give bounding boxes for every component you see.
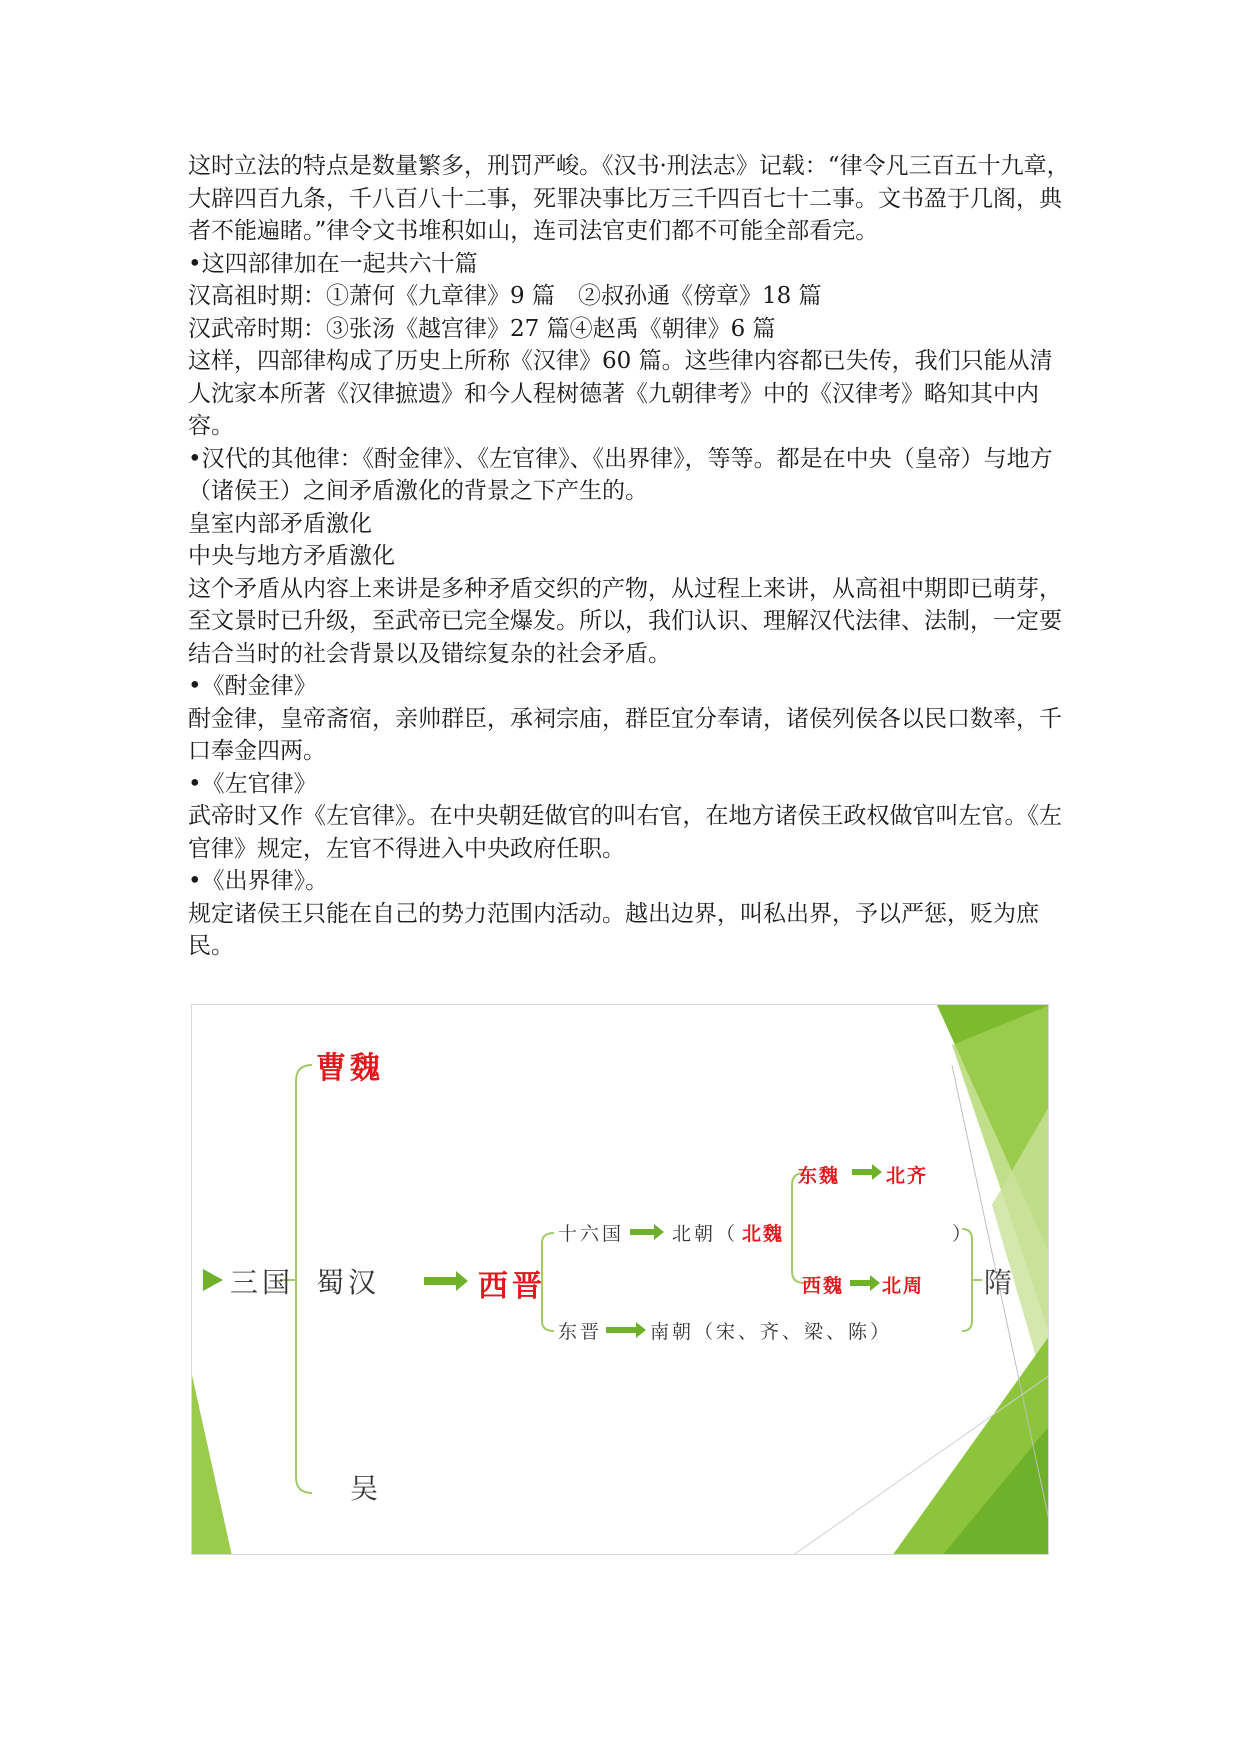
paragraph-2: •这四部律加在一起共六十篇 — [188, 250, 478, 277]
paragraph-6: •汉代的其他律：《酎金律》、《左官律》、《出界律》，等等。都是在中央（皇帝）与地方（诸侯王）之间矛盾激化的背景之下产生的。 — [188, 445, 1053, 504]
beizhou-label: 北周 — [882, 1275, 925, 1297]
paragraph-9: 这个矛盾从内容上来讲是多种矛盾交织的产物，从过程上来讲，从高祖中期即已萌芽，至文景时已升级，至武帝已完全爆发。所以，我们认识、理解汉代法律、法制，一定要结合当时的社会背景以及错综复杂的社会矛盾。 — [188, 575, 1062, 667]
shiliuguo-label: 十六国 — [558, 1223, 625, 1245]
paragraph-15: 规定诸侯王只能在自己的势力范围内活动。越出边界，叫私出界，予以严惩，贬为庶民。 — [188, 900, 1039, 959]
arrow-dongjin-nanchao — [606, 1322, 646, 1338]
caowei-label: 曹魏 — [316, 1051, 384, 1086]
wu-label: 吴 — [350, 1472, 383, 1505]
dynasty-diagram — [191, 1004, 1049, 1555]
paragraph-5: 这样，四部律构成了历史上所称《汉律》60 篇。这些律内容都已失传，我们只能从清人沈家本所著《汉律摭遗》和今人程树德著《九朝律考》中的《汉律考》略知其中内容。 — [188, 348, 1053, 439]
left-green-triangle — [192, 1375, 232, 1555]
beichao-label: 北朝（ — [672, 1223, 739, 1245]
shuhan-label: 蜀汉 — [316, 1266, 381, 1299]
beiwei-label: 北魏 — [742, 1223, 785, 1245]
dongwei-label: 东魏 — [798, 1165, 841, 1187]
paragraph-7: 皇室内部矛盾激化 — [188, 510, 372, 537]
paragraph-12: •《左官律》 — [188, 770, 317, 797]
xijin-label: 西晋 — [478, 1269, 546, 1304]
dongjin-label: 东晋 — [558, 1321, 603, 1343]
root-label: 三国 — [230, 1266, 295, 1299]
sui-label: 隋 — [984, 1266, 1017, 1299]
arrow-shuhan-xijin — [424, 1271, 468, 1291]
main-bracket — [296, 1065, 312, 1493]
beiwei-bracket — [792, 1173, 804, 1283]
paragraph-13: 武帝时又作《左官律》。在中央朝廷做官的叫右官，在地方诸侯王政权做官叫左官。《左官律》规定，左官不得进入中央政府任职。 — [188, 803, 1062, 862]
nanchao-label: 南朝（宋、齐、梁、陈） — [650, 1321, 893, 1343]
arrow-xiwei-beizhou — [850, 1275, 880, 1291]
arrow-shiliuguo-beichao — [630, 1224, 664, 1240]
paragraph-3: 汉高祖时期：①萧何《九章律》9 篇 ②叔孙通《傍章》18 篇 — [188, 283, 822, 309]
paragraph-11: 酎金律，皇帝斋宿，亲帅群臣，承祠宗庙，群臣宜分奉请，诸侯列侯各以民口数率，千口奉金四两。 — [188, 705, 1062, 764]
paragraph-10: •《酎金律》 — [188, 673, 317, 699]
paragraph-1: 这时立法的特点是数量繁多，刑罚严峻。《汉书·刑法志》记载：“律令凡三百五十九章，大辟四百九条，千八百八十二事，死罪决事比万三千四百七十二事。文书盈于几阁，典者不能遍睹。”律令文书堆积如山，连司法官吏们都不可能全部看完。 — [188, 153, 1070, 244]
root-triangle-icon — [203, 1269, 223, 1291]
paragraph-4: 汉武帝时期：③张汤《越宫律》27 篇④赵禹《朝律》6 篇 — [188, 315, 776, 342]
paragraph-14: •《出界律》。 — [188, 868, 329, 894]
xiwei-label: 西魏 — [802, 1275, 845, 1297]
beiqi-label: 北齐 — [886, 1165, 929, 1187]
close-paren-label: ） — [952, 1223, 975, 1245]
document-text — [188, 150, 1070, 963]
arrow-dongwei-beiqi — [852, 1164, 882, 1180]
paragraph-8: 中央与地方矛盾激化 — [188, 543, 395, 569]
